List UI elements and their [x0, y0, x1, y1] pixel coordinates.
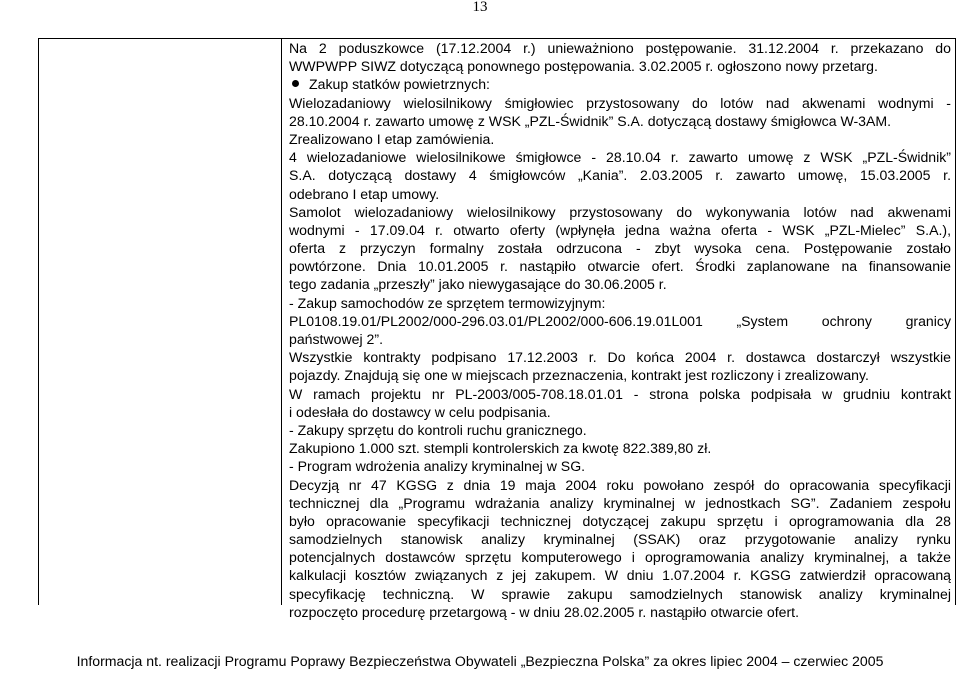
text-line — [289, 239, 951, 257]
document-table — [38, 38, 956, 620]
text-line — [289, 294, 951, 312]
text-line-content: Zakup statków powietrznych: — [309, 76, 490, 93]
text-line-content: było opracowanie specyfikacji technicznej dotyczącej zakupu sprzętu i oprogramowania dla 28 — [289, 512, 951, 529]
text-line — [289, 385, 951, 403]
text-line — [289, 257, 951, 275]
text-line-content: wodnymi - 17.09.04 r. otwarto oferty (wpłynęła jedna ważna oferta - WSK „PZL-Mielec” S.A.), — [289, 221, 951, 238]
text-line-content: Decyzją nr 47 KGSG z dnia 19 maja 2004 roku powołano zespół do opracowania specyfikacji — [289, 476, 951, 493]
text-line-content: PL0108.19.01/PL2002/000-296.03.01/PL2002/000-606.19.01L001 „System ochrony granicy — [289, 312, 951, 329]
bullet-icon — [292, 80, 299, 87]
text-line-content: Zrealizowano I etap zamówienia. — [289, 130, 495, 147]
text-line-content: - Zakup samochodów ze sprzętem termowizyjnym: — [289, 294, 606, 311]
text-line-content: tego zadania „przeszły” jako niewygasające do 30.06.2005 r. — [289, 276, 667, 293]
text-line-content: kalkulacji kosztów związanych z jej zakupem. W dniu 1.07.2004 r. KGSG zatwierdził opracowaną — [289, 567, 951, 584]
text-line — [289, 603, 951, 621]
table-body-text — [289, 39, 951, 621]
text-line-content: 4 wielozadaniowe wielosilnikowe śmigłowce - 28.10.04 r. zawarto umowę z WSK „PZL-Świdnik” — [289, 149, 951, 166]
bullet-list-item — [289, 75, 951, 93]
text-line-content: potencjalnych dostawców sprzętu komputerowego i oprogramowania analizy kryminalnej, a także — [289, 549, 951, 566]
text-line — [289, 512, 951, 530]
text-line-content: specyfikację techniczną. W sprawie zakupu samodzielnych stanowisk analizy kryminalnej — [289, 585, 951, 602]
text-line — [289, 94, 951, 112]
text-line — [289, 530, 951, 548]
text-line-content: 28.10.2004 r. zawarto umowę z WSK „PZL-Świdnik” S.A. dotyczącą dostawy śmigłowca W-3AM. — [289, 112, 892, 129]
text-line-content: WWPWPP SIWZ dotyczącą ponownego postępowania. 3.02.2005 r. ogłoszono nowy przetarg. — [289, 58, 878, 75]
text-line-content: pojazdy. Znajdują się one w miejscach przeznaczenia, kontrakt jest rozliczony i zrealizowany. — [289, 367, 869, 384]
text-line — [289, 585, 951, 603]
text-line — [289, 166, 951, 184]
text-line — [289, 312, 951, 330]
text-line — [289, 348, 951, 366]
text-line-content: rozpoczęto procedurę przetargową - w dniu 28.02.2005 r. nastąpiło otwarcie ofert. — [289, 603, 800, 620]
text-line — [289, 130, 951, 148]
text-line-content: technicznej dla „Programu wdrażania analizy kryminalnej w jednostkach SG”. Zadaniem zespołu — [289, 494, 951, 511]
text-line-content: Wielozadaniowy wielosilnikowy śmigłowiec przystosowany do lotów nad akwenami wodnymi - — [289, 94, 951, 111]
page-number: 13 — [472, 0, 488, 15]
text-line — [289, 112, 951, 130]
text-line-content: Na 2 poduszkowce (17.12.2004 r.) unieważniono postępowanie. 31.12.2004 r. przekazano do — [289, 40, 951, 56]
text-line-content: samodzielnych stanowisk analizy kryminalnej (SSAK) oraz przygotowanie analizy rynku — [289, 531, 951, 548]
text-line — [289, 494, 951, 512]
text-line — [289, 457, 951, 475]
text-line-content: W ramach projektu nr PL-2003/005-708.18.01.01 - strona polska podpisała w grudniu kontrakt — [289, 385, 951, 402]
text-line — [289, 421, 951, 439]
text-line-content: - Program wdrożenia analizy kryminalnej w SG. — [289, 458, 586, 475]
table-left-cell — [39, 39, 282, 605]
text-line — [289, 57, 951, 75]
text-line-content: powtórzone. Dnia 10.01.2005 r. nastąpiło otwarcie ofert. Środki zaplanowane na finansowanie — [289, 258, 951, 275]
text-line — [289, 221, 951, 239]
text-line-content: S.A. dotyczącą dostawy 4 śmigłowców „Kania”. 2.03.2005 r. zawarto umowę, 15.03.2005 r. — [289, 167, 951, 184]
text-line-content: Samolot wielozadaniowy wielosilnikowy przystosowany do wykonywania lotów nad akwenami — [289, 203, 951, 220]
text-line — [289, 403, 951, 421]
text-line — [289, 39, 951, 57]
text-line — [289, 148, 951, 166]
text-line — [289, 566, 951, 584]
text-line — [289, 476, 951, 494]
text-line — [289, 185, 951, 203]
text-line — [289, 439, 951, 457]
text-line — [289, 275, 951, 293]
page-footer: Informacja nt. realizacji Programu Poprawy Bezpieczeństwa Obywateli „Bezpieczna Polska” za okres lipiec 2004 – czerwiec 2005 — [76, 653, 884, 669]
text-line-content: państwowej 2”. — [289, 331, 384, 347]
text-line-content: Zakupiono 1.000 szt. stempli kontrolerskich za kwotę 822.389,80 zł. — [289, 440, 712, 457]
text-line-content: i odesłała do dostawcy w celu podpisania. — [289, 403, 551, 420]
text-line — [289, 330, 951, 348]
text-line-content: oferta z przyczyn formalny została odrzucona - zbyt wysoka cena. Postępowanie zostało — [289, 240, 951, 257]
text-line-content: Wszystkie kontrakty podpisano 17.12.2003 r. Do końca 2004 r. dostawca dostarczył wszystkie — [289, 349, 951, 366]
text-line — [289, 203, 951, 221]
text-line-content: - Zakupy sprzętu do kontroli ruchu granicznego. — [289, 421, 587, 438]
text-line — [289, 366, 951, 384]
text-line — [289, 548, 951, 566]
text-line-content: odebrano I etap umowy. — [289, 185, 440, 202]
